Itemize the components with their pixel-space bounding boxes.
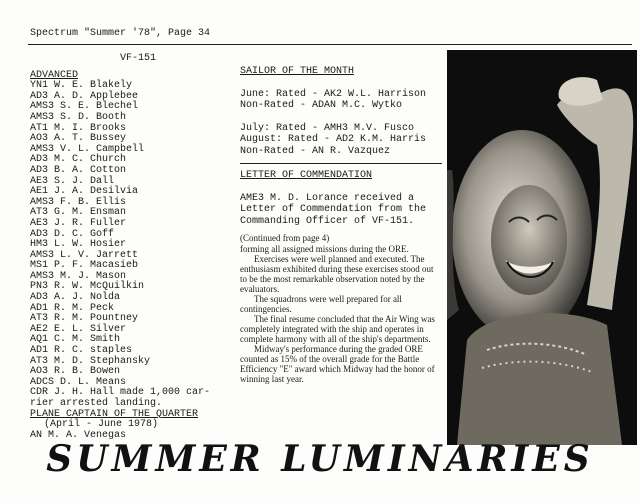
roster-entry: AMS3 V. L. Campbell xyxy=(30,143,145,155)
roster-entry: AD1 R. C. staples xyxy=(30,345,133,357)
article-paragraph: The final resume concluded that the Air Wing was completely integrated with the ship and operates in complete harmony with all of the ship's departments. xyxy=(240,314,435,344)
continued-note: (Continued from page 4) xyxy=(240,233,330,243)
article-paragraph: The squadrons were well prepared for all contingencies. xyxy=(240,294,402,314)
roster-entry: AT3 M. D. Stephansky xyxy=(30,355,151,367)
roster-entry: AMS3 M. J. Mason xyxy=(30,270,127,282)
section-divider xyxy=(240,163,442,164)
roster-entry: AMS3 L. V. Jarrett xyxy=(30,249,139,261)
roster-entry: AD3 A. J. Nolda xyxy=(30,292,121,304)
page-header: Spectrum "Summer '78", Page 34 xyxy=(30,28,211,39)
roster-entry: AD3 B. A. Cotton xyxy=(30,164,127,176)
plane-captain-name: AN M. A. Venegas xyxy=(30,429,127,441)
roster-entry: PN3 R. W. McQuilkin xyxy=(30,281,145,293)
ore-article xyxy=(240,233,442,384)
performer-photo-illustration xyxy=(447,50,637,445)
cdr-note-line1: CDR J. H. Hall made 1,000 car- xyxy=(30,387,211,399)
roster-entry: AD3 M. C. Church xyxy=(30,154,127,166)
roster-entry: AE3 S. J. Dall xyxy=(30,175,115,187)
sailor-of-month-heading: SAILOR OF THE MONTH xyxy=(240,66,355,77)
header-divider xyxy=(28,44,632,45)
roster-entry: AMS3 S. D. Booth xyxy=(30,111,127,123)
article-paragraph: Midway's performance during the graded ORE counted as 15% of the overall grade for the Battle Efficiency "E" award which Midway had the honor of winning last year. xyxy=(240,344,435,384)
roster-entry: AO3 R. B. Bowen xyxy=(30,366,121,378)
plane-captain-heading: PLANE CAPTAIN OF THE QUARTER xyxy=(30,408,199,420)
roster-entry: AD3 A. D. Applebee xyxy=(30,90,139,102)
roster-entry: AD1 R. M. Peck xyxy=(30,302,115,314)
roster-entry: AT1 M. I. Brooks xyxy=(30,122,127,134)
article-paragraph: Exercises were well planned and executed. The enthusiasm exhibited during these exercises stood out to be the most remarkable observation noted by the evaluators. xyxy=(240,254,434,294)
roster-entry: AMS3 S. E. Blechel xyxy=(30,101,139,113)
roster-entry: AQ1 C. M. Smith xyxy=(30,334,121,346)
roster-entry: AO3 A. T. Bussey xyxy=(30,133,127,145)
plane-captain-period: (April - June 1978) xyxy=(44,419,159,431)
roster-entry: AMS3 F. B. Ellis xyxy=(30,196,127,208)
june-non-rated: Non-Rated - ADAN M.C. Wytko xyxy=(240,100,403,111)
roster-entry: HM3 L. W. Hosier xyxy=(30,239,127,251)
unit-title: VF-151 xyxy=(119,53,156,64)
left-column xyxy=(30,54,230,441)
summer-luminaries-title: SUMMER LUMINARIES xyxy=(46,438,594,480)
roster-entry: AD3 D. C. Goff xyxy=(30,228,115,240)
roster-entry: MS1 P. F. Macasieb xyxy=(30,260,139,272)
august-rated: August: Rated - AD2 K.M. Harris xyxy=(240,134,427,145)
roster-entry: AT3 G. M. Ensman xyxy=(30,207,127,219)
august-non-rated: Non-Rated - AN R. Vazquez xyxy=(240,145,391,157)
cdr-note-line2: rier arrested landing. xyxy=(30,398,163,409)
roster-entry: AE3 J. R. Fuller xyxy=(30,217,127,229)
performer-photo xyxy=(447,50,637,445)
june-rated: June: Rated - AK2 W.L. Harrison xyxy=(240,88,427,100)
commendation-text: AME3 M. D. Lorance received a Letter of Commendation from the Commanding Officer of VF-151. xyxy=(240,192,427,227)
commendation-heading: LETTER OF COMMENDATION xyxy=(240,170,373,181)
roster-entry: AT3 R. M. Pountney xyxy=(30,313,139,325)
roster-entry: YN1 W. E. Blakely xyxy=(30,80,133,92)
roster-entry: AE1 J. A. Desilvia xyxy=(30,186,139,198)
article-paragraph: forming all assigned missions during the ORE. xyxy=(240,244,409,254)
advanced-heading: ADVANCED xyxy=(30,69,79,81)
roster-entry: ADCS D. L. Means xyxy=(30,376,127,388)
roster-entry: AE2 E. L. Silver xyxy=(30,323,127,335)
july-rated: July: Rated - AMH3 M.V. Fusco xyxy=(240,122,415,134)
advanced-roster xyxy=(30,81,230,388)
middle-column xyxy=(240,66,442,384)
